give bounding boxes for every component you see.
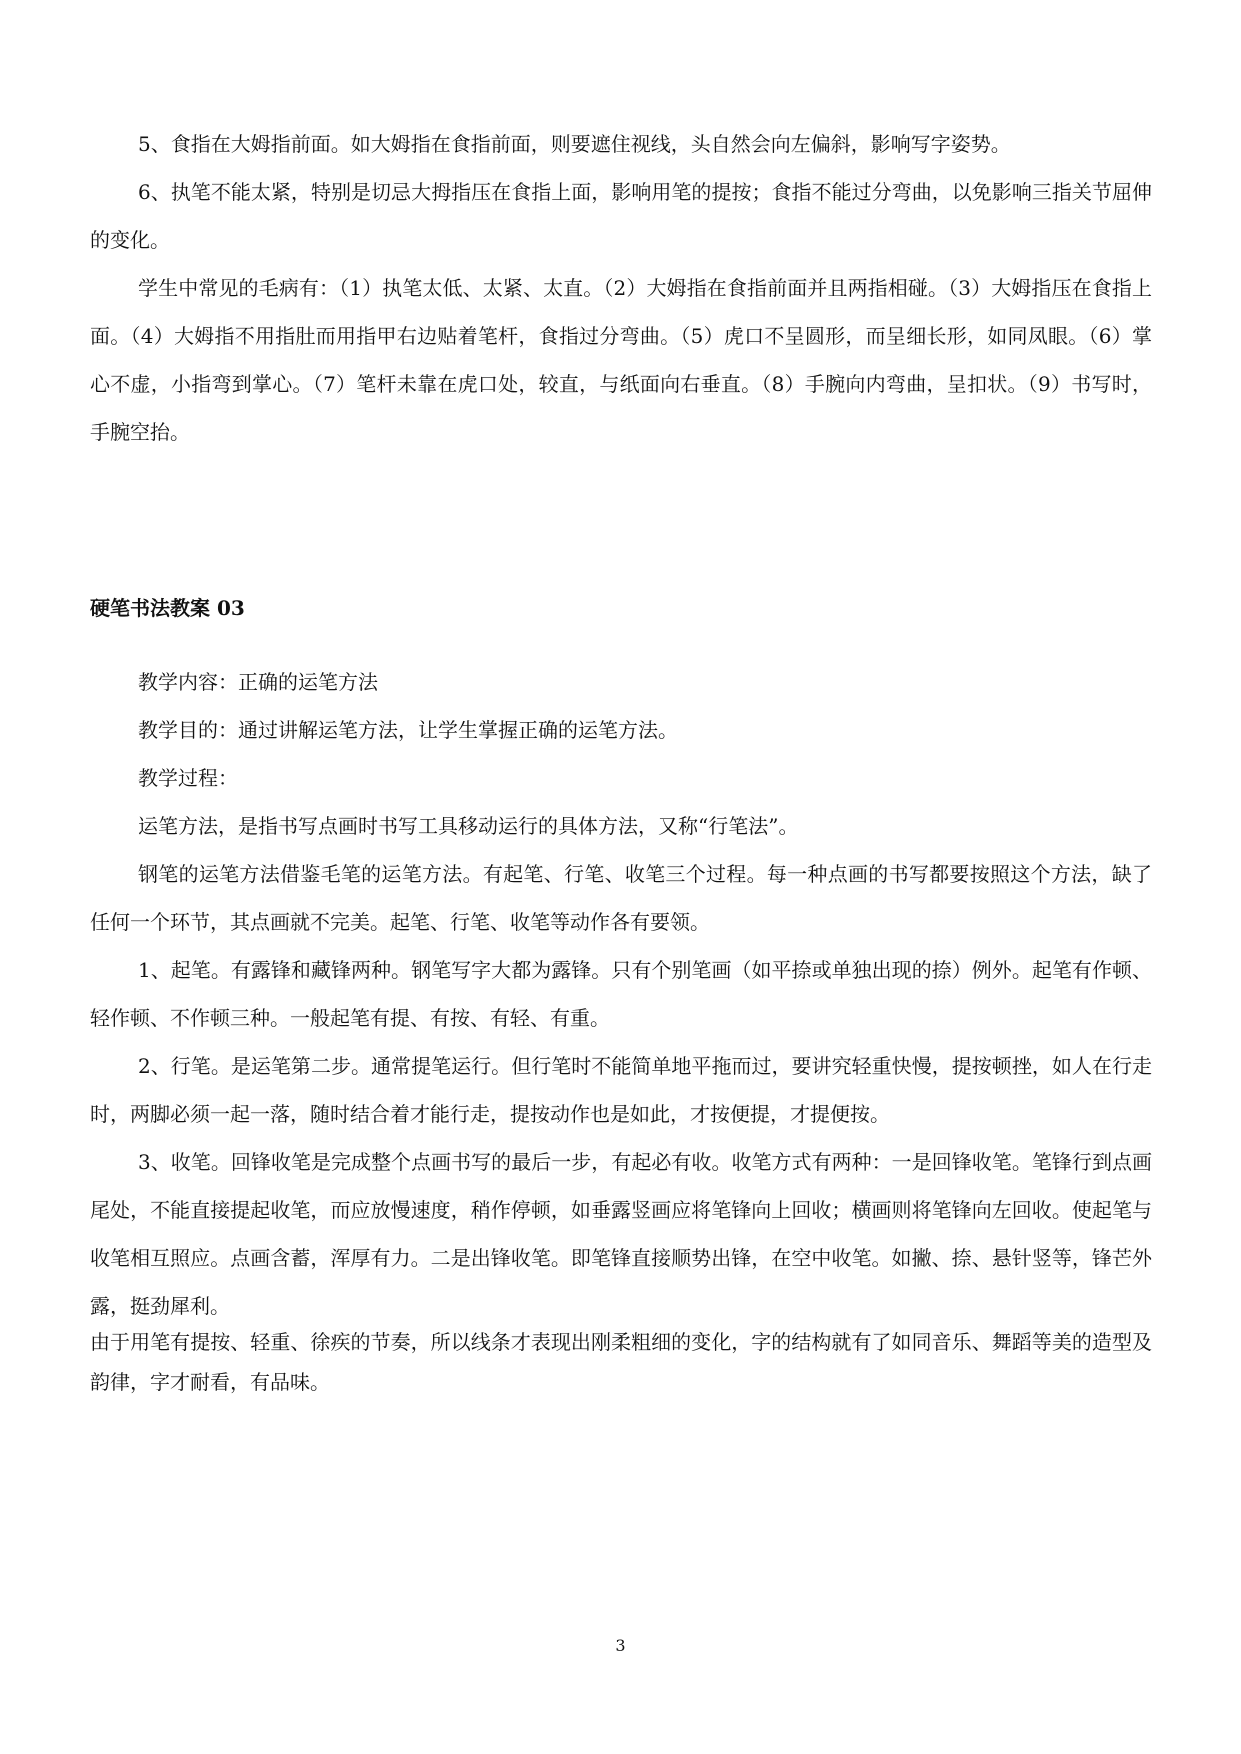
- paragraph-closing: 由于用笔有提按、轻重、徐疾的节奏，所以线条才表现出刚柔粗细的变化，字的结构就有了如同音乐、舞蹈等美的造型及韵律，字才耐看，有品味。: [90, 1330, 1152, 1394]
- lesson-goal: 教学目的：通过讲解运笔方法，让学生掌握正确的运笔方法。: [138, 718, 678, 742]
- paragraph-end-stroke: 3、收笔。回锋收笔是完成整个点画书写的最后一步，有起必有收。收笔方式有两种：一是回锋收笔。笔锋行到点画尾处，不能直接提起收笔，而应放慢速度，稍作停顿，如垂露竖画应将笔锋向上回收；横画则将笔锋向左回收。使起笔与收笔相互照应。点画含蓄，浑厚有力。二是出锋收笔。即笔锋直接顺势出锋，在空中收笔。如撇、捺、悬针竖等，锋芒外露，挺劲犀利。: [90, 1150, 1152, 1318]
- paragraph-start-stroke: 1、起笔。有露锋和藏锋两种。钢笔写字大都为露锋。只有个别笔画（如平捺或单独出现的捺）例外。起笔有作顿、轻作顿、不作顿三种。一般起笔有提、有按、有轻、有重。: [90, 958, 1152, 1030]
- paragraph-common-problems: 学生中常见的毛病有：（1）执笔太低、太紧、太直。（2）大姆指在食指前面并且两指相碰。（3）大姆指压在食指上面。（4）大姆指不用指肚而用指甲右边贴着笔杆，食指过分弯曲。（5）虎口不呈圆形，而呈细长形，如同凤眼。（6）掌心不虚，小指弯到掌心。（7）笔杆未靠在虎口处，较直，与纸面向右垂直。（8）手腕向内弯曲，呈扣状。（9）书写时，手腕空抬。: [90, 276, 1152, 444]
- paragraph-grip-tightness: 6、执笔不能太紧，特别是切忌大拇指压在食指上面，影响用笔的提按；食指不能过分弯曲，以免影响三指关节屈伸的变化。: [90, 180, 1152, 252]
- lesson-content: 教学内容：正确的运笔方法: [138, 670, 378, 694]
- page-number: 3: [615, 1636, 626, 1655]
- lesson-heading: 硬笔书法教案 03: [90, 596, 245, 620]
- paragraph-method-overview: 钢笔的运笔方法借鉴毛笔的运笔方法。有起笔、行笔、收笔三个过程。每一种点画的书写都要按照这个方法，缺了任何一个环节，其点画就不完美。起笔、行笔、收笔等动作各有要领。: [90, 862, 1152, 934]
- lesson-process-label: 教学过程：: [138, 766, 238, 790]
- paragraph-index-finger: 5、食指在大姆指前面。如大姆指在食指前面，则要遮住视线，头自然会向左偏斜，影响写字姿势。: [138, 132, 1011, 156]
- paragraph-move-stroke: 2、行笔。是运笔第二步。通常提笔运行。但行笔时不能简单地平拖而过，要讲究轻重快慢，提按顿挫，如人在行走时，两脚必须一起一落，随时结合着才能行走，提按动作也是如此，才按便提，才提便按。: [90, 1054, 1152, 1126]
- paragraph-method-definition: 运笔方法，是指书写点画时书写工具移动运行的具体方法，又称“行笔法”。: [138, 814, 799, 838]
